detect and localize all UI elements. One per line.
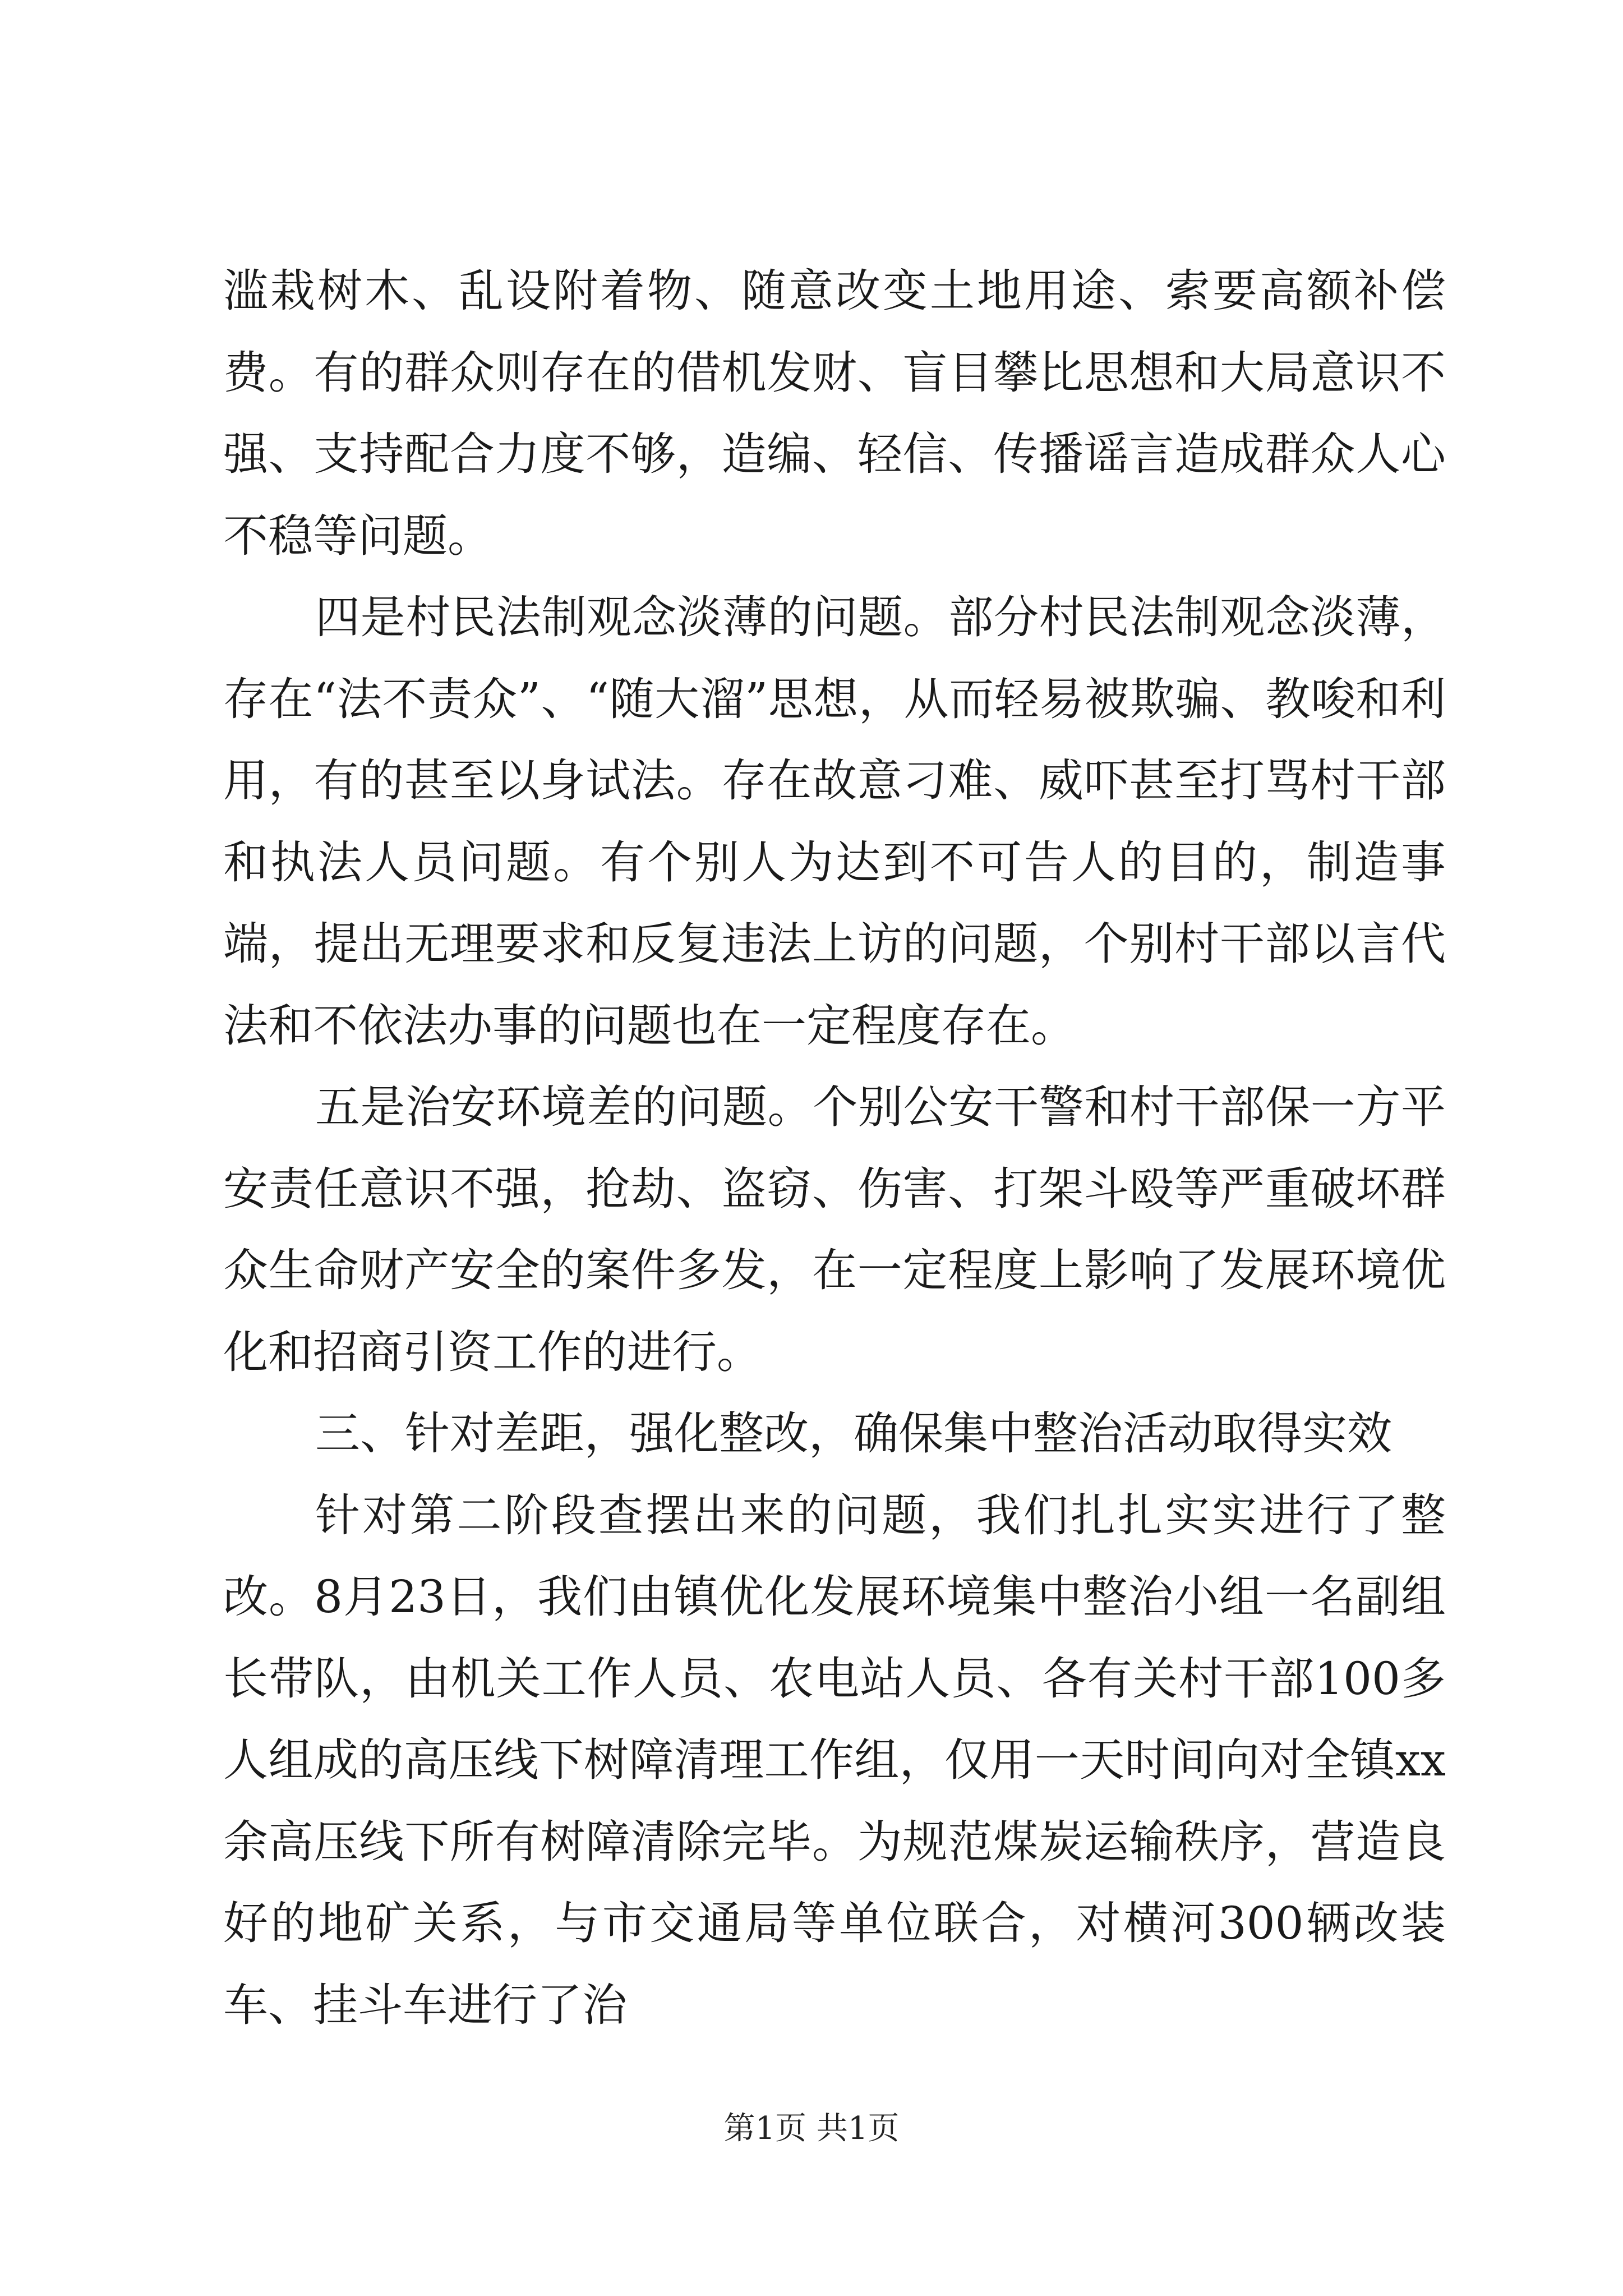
paragraph-rectification-actions: 针对第二阶段查摆出来的问题，我们扎扎实实进行了整改。8月23日，我们由镇优化发展环境集中整治小组一名副组长带队，由机关工作人员、农电站人员、各有关村干部100多人组成的高压线下树障清理工作组，仅用一天时间向对全镇xx余高压线下所有树障清除完毕。为规范煤炭运输秩序，营造良好的地矿关系，与市交通局等单位联合，对横河300辆改装车、挂斗车进行了治 bbox=[223, 1489, 1446, 2031]
paragraph-continuation: 滥栽树木、乱设附着物、随意改变土地用途、索要高额补偿费。有的群众则存在的借机发财、盲目攀比思想和大局意识不强、支持配合力度不够，造编、轻信、传播谣言造成群众人心不稳等问题。 bbox=[223, 265, 1446, 562]
paragraph-public-security: 五是治安环境差的问题。个别公安干警和村干部保一方平安责任意识不强，抢劫、盗窃、伤害、打架斗殴等严重破坏群众生命财产安全的案件多发，在一定程度上影响了发展环境优化和招商引资工作的进行。 bbox=[223, 1081, 1446, 1378]
document-body bbox=[223, 250, 1446, 2046]
page-footer: 第1页 共1页 bbox=[723, 2110, 900, 2147]
section-heading-rectification: 三、针对差距，强化整改，确保集中整治活动取得实效 bbox=[315, 1407, 1392, 1460]
paragraph-legal-awareness: 四是村民法制观念淡薄的问题。部分村民法制观念淡薄，存在“法不责众”、“随大溜”思想，从而轻易被欺骗、教唆和利用，有的甚至以身试法。存在故意刁难、威吓甚至打骂村干部和执法人员问题。有个别人为达到不可告人的目的，制造事端，提出无理要求和反复违法上访的问题，个别村干部以言代法和不依法办事的问题也在一定程度存在。 bbox=[223, 591, 1446, 1052]
